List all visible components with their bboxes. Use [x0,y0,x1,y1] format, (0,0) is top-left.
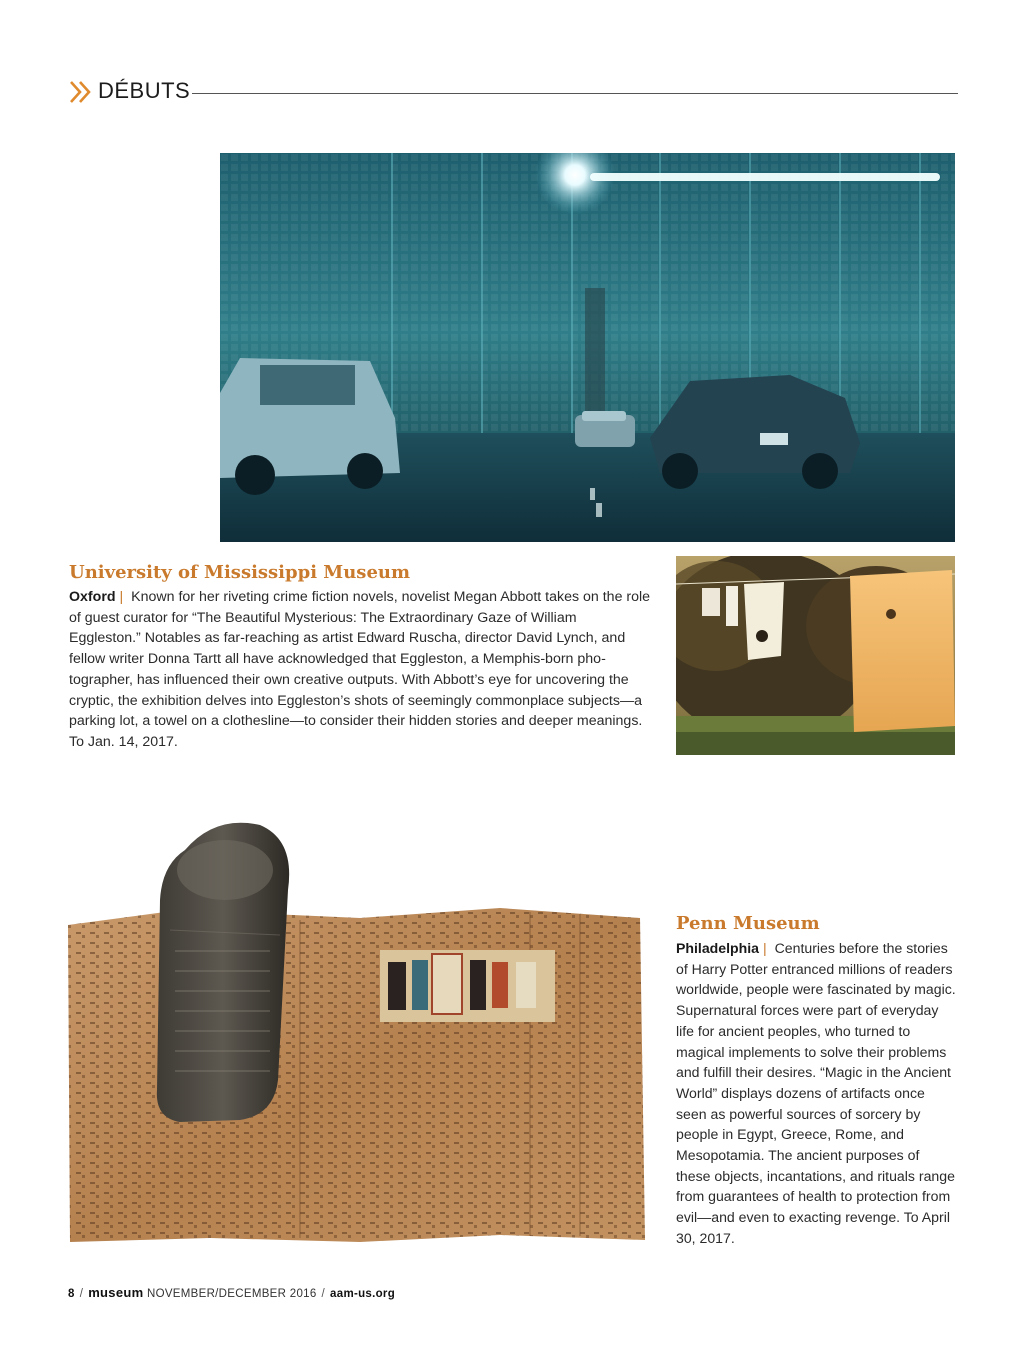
article-text: Known for her riveting crime fiction novels, novelist Megan Abbott takes on the role of guest curator for “The Beautiful Mysterious: The Extraordinary Gaze of William Eggleston.” Notables as far-reaching as artist Edward Ruscha, director David Lynch, and fellow writer Donna Tartt all have acknowledged that Eggleston, a Memphis-born photographer, has influenced their own creative outputs. With Abbott’s eye for uncovering the cryptic, the exhibition delves into Eggleston’s shots of seemingly commonplace subjects—a parking lot, a towel on a clothesline—to consider their hidden stories and deeper meanings. To Jan. 14, 2017. [69,589,651,750]
towel-on-clothesline-photo [676,556,955,755]
city-label: Philadelphia [676,940,760,956]
egyptian-papyrus-and-mesopotamian-stone-photo [60,810,650,1250]
footer-slash: / [79,1288,84,1300]
venue-title: Penn Museum [676,913,820,934]
section-header [68,76,958,108]
section-title: DÉBUTS [98,78,191,103]
website-link[interactable]: aam-us.org [330,1288,396,1300]
page-number: 8 [68,1288,75,1300]
page-footer [68,1285,395,1300]
city-label: Oxford [69,589,116,605]
separator: | [763,940,767,956]
night-parking-lot-photo [220,153,955,542]
issue-date: NOVEMBER/DECEMBER 2016 [146,1288,317,1300]
article-body [69,587,651,753]
footer-slash: / [321,1288,326,1300]
article-body [676,938,956,1249]
article-university-of-mississippi-museum [69,562,651,753]
article-penn-museum [676,913,956,1249]
separator: | [119,589,124,605]
header-divider [192,93,958,94]
article-text: Centuries before the stories of Harry Potter entranced millions of readers worldwide, people were fascinated by magic. Supernatural forces were part of everyday life for ancient peoples, who turned to magical implements to solve their problems and fulfill their desires. “Magic in the Ancient World” displays dozens of artifacts once seen as powerful sources of sorcery by people in Egypt, Greece, Rome, and Mesopotamia. The ancient purposes of these objects, incantations, and rituals range from guarantees of health to protection from evil—and even to exacting revenge. To April 30, 2017. [676,940,956,1246]
venue-title: University of Mississippi Museum [69,562,411,583]
magazine-name: museum [88,1285,144,1300]
double-chevron-right-icon [68,79,94,105]
